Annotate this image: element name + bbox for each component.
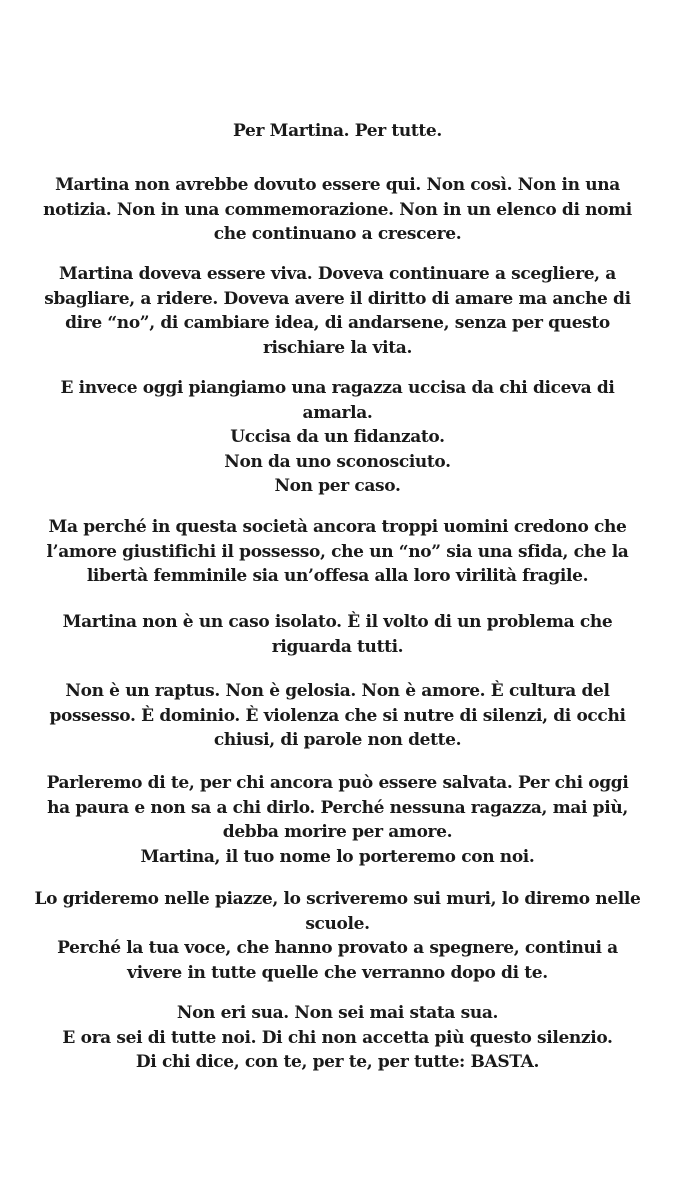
text-line: riguarda tutti. [271,636,404,657]
text-line: l’amore giustifichi il possesso, che un “no” sia una sfida, che la [46,541,629,562]
text-line: debba morire per amore. [222,822,453,842]
paragraph-3 [10,376,665,499]
paragraph-7 [10,771,665,869]
text-line: Non è un raptus. Non è gelosia. Non è amore. È cultura del [65,681,610,701]
text-line: sbagliare, a ridere. Doveva avere il diritto di amare ma anche di [44,288,631,309]
text-line: libertà femminile sia un’offesa alla loro virilità fragile. [86,566,589,586]
text-line: rischiare la vita. [262,337,413,358]
text-line: amarla. [302,402,373,423]
text-line: Perché la tua voce, che hanno provato a spegnere, continui a [57,938,618,958]
text-line: vivere in tutte quelle che verranno dopo di te. [127,962,548,983]
paragraph-2 [10,262,665,360]
text-line: Uccisa da un fidanzato. [230,427,445,447]
text-line: Di chi dice, con te, per te, per tutte: BASTA. [135,1052,540,1072]
paragraph-9 [10,1001,665,1075]
text-line: Martina, il tuo nome lo porteremo con noi. [140,846,535,867]
paragraph-8 [10,887,665,985]
post-title [10,119,665,144]
text-line: Martina non è un caso isolato. È il volto di un problema che [62,612,613,632]
text-line: Ma perché in questa società ancora troppi uomini credono che [48,517,627,537]
text-line: notizia. Non in una commemorazione. Non in un elenco di nomi [43,199,632,220]
text-line: che continuano a crescere. [213,224,462,244]
text-line: chiusi, di parole non dette. [213,730,462,750]
text-line: Lo grideremo nelle piazze, lo scriveremo sui muri, lo diremo nelle [34,889,641,909]
text-line: scuole. [305,913,370,934]
text-line: Martina non avrebbe dovuto essere qui. Non così. Non in una [55,175,620,195]
text-line: Per Martina. Per tutte. [233,121,442,141]
text-line: ha paura e non sa a chi dirlo. Perché nessuna ragazza, mai più, [47,797,628,818]
paragraph-1 [10,173,665,247]
text-line: possesso. È dominio. È violenza che si nutre di silenzi, di occhi [49,705,626,726]
paragraph-5 [10,610,665,659]
text-line: Martina doveva essere viva. Doveva continuare a scegliere, a [59,264,616,284]
text-line: dire “no”, di cambiare idea, di andarsene, senza per questo [65,313,610,333]
paragraph-4 [10,515,665,589]
text-line: E invece oggi piangiamo una ragazza uccisa da chi diceva di [60,378,615,398]
text-line: Non eri sua. Non sei mai stata sua. [176,1003,499,1023]
text-line: Non per caso. [274,476,401,496]
text-line: Non da uno sconosciuto. [224,451,451,472]
paragraph-6 [10,679,665,753]
text-line: E ora sei di tutte noi. Di chi non accetta più questo silenzio. [62,1027,613,1048]
text-line: Parleremo di te, per chi ancora può essere salvata. Per chi oggi [46,773,629,793]
